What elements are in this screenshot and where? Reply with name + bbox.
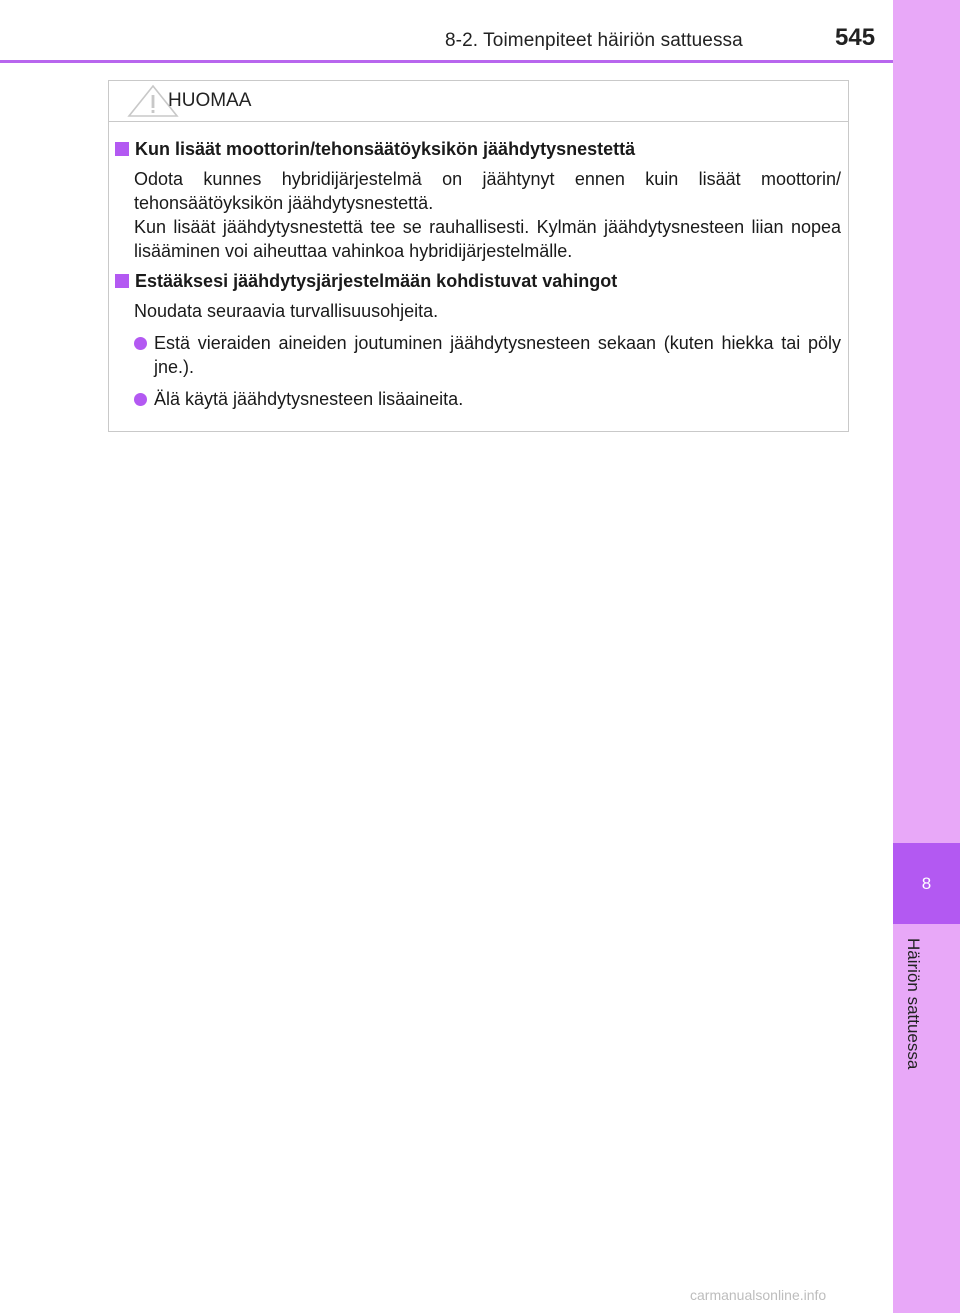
list-item-text: Älä käytä jäähdytysnesteen lisäaineita.	[154, 389, 464, 409]
side-chapter-tab	[893, 0, 960, 1313]
circle-bullet-icon	[134, 337, 147, 350]
header-divider	[0, 60, 893, 63]
list-item	[134, 331, 841, 379]
chapter-number-box	[893, 843, 960, 924]
square-bullet-icon	[115, 142, 129, 156]
page-number: 545	[835, 24, 876, 51]
circle-bullet-icon	[134, 393, 147, 406]
chapter-title: Häiriön sattuessa	[904, 938, 923, 1070]
notice-header	[109, 81, 848, 122]
section-title: 8-2. Toimenpiteet häiriön sattuessa	[445, 30, 743, 51]
list-item-text: Estä vieraiden aineiden joutuminen jäähdytysnesteen sekaan (kuten hiekka tai pöly jne.).	[154, 333, 841, 377]
notice-box	[108, 80, 849, 432]
section-heading-prevent-damage	[115, 271, 617, 292]
notice-title: HUOMAA	[168, 90, 252, 111]
section-heading-text: Estääksesi jäähdytysjärjestelmään kohdistuvat vahingot	[135, 271, 618, 291]
section-heading-coolant	[115, 139, 635, 160]
square-bullet-icon	[115, 274, 129, 288]
section-heading-text: Kun lisäät moottorin/tehonsäätöyksikön jäähdytysnestettä	[135, 139, 636, 159]
paragraph-wait: Odota kunnes hybridijärjestelmä on jäähtynyt ennen kuin lisäät moottorin/ tehonsäätöyksikön jäähdytysnestettä.	[134, 169, 841, 213]
list-item	[134, 387, 841, 411]
chapter-number: 8	[921, 873, 932, 893]
paragraph-add-slowly: Kun lisäät jäähdytysnestettä tee se rauhallisesti. Kylmän jäähdytysnesteen liian nopea lisääminen voi aiheuttaa vahinkoa hybridijärjestelmälle.	[134, 217, 841, 261]
paragraph-follow-instructions: Noudata seuraavia turvallisuusohjeita.	[134, 301, 439, 321]
footer-watermark: carmanualsonline.info	[690, 1287, 827, 1303]
